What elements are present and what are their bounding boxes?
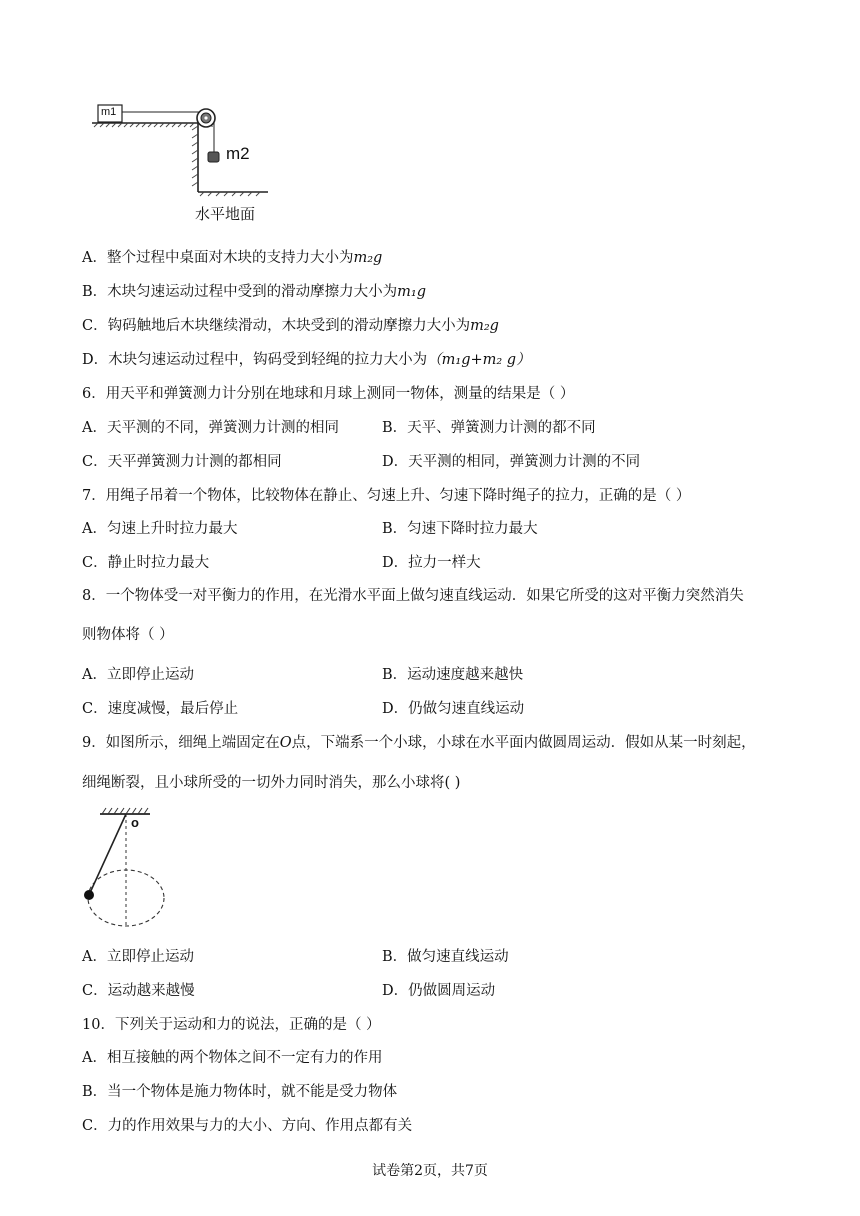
q9-option-a: A．立即停止运动: [82, 949, 194, 965]
q10-stem: 10．下列关于运动和力的说法，正确的是（ ）: [82, 1017, 381, 1033]
q5-option-d-math: （m₁g+m₂ g）: [427, 352, 531, 368]
q6-option-c: C．天平弹簧测力计测的都相同: [82, 454, 282, 470]
q5-option-c-letter: C．: [82, 318, 108, 334]
q5-option-c-text: 钩码触地后木块继续滑动，木块受到的滑动摩擦力大小为: [107, 318, 471, 334]
q8-stem-line2: 则物体将（ ）: [82, 627, 174, 643]
q5-option-b-letter: B．: [82, 284, 108, 300]
q8-option-d: D．仍做匀速直线运动: [382, 701, 525, 717]
q9-point-o: O: [279, 735, 292, 751]
q5-option-a-letter: A．: [82, 250, 107, 266]
q5-option-b-text: 木块匀速运动过程中受到的滑动摩擦力大小为: [107, 284, 398, 300]
q10-option-b: B．当一个物体是施力物体时，就不能是受力物体: [82, 1084, 398, 1100]
q5-option-a-math: m₂g: [353, 250, 383, 266]
q5-option-b-math: m₁g: [397, 284, 427, 300]
q9-stem-part2: 点，下端系一个小球，小球在水平面内做圆周运动．假如从某一时刻起，: [291, 735, 756, 751]
q7-option-a: A．匀速上升时拉力最大: [82, 521, 238, 537]
q5-option-c-math: m₂g: [470, 318, 499, 334]
pendulum-point-o-label: o: [131, 815, 139, 830]
q9-option-c: C．运动越来越慢: [82, 983, 195, 999]
q9-option-d: D．仍做圆周运动: [382, 983, 496, 999]
q10-option-c: C．力的作用效果与力的大小、方向、作用点都有关: [82, 1118, 413, 1134]
block-m1-label: m1: [101, 106, 117, 118]
q8-option-a: A．立即停止运动: [82, 667, 194, 683]
q5-option-d: [82, 350, 531, 370]
q5-option-b: [82, 282, 426, 302]
q5-option-a-text: 整个过程中桌面对木块的支持力大小为: [106, 250, 354, 266]
q7-option-c: C．静止时拉力最大: [82, 555, 210, 571]
q9-stem-line1: [82, 733, 756, 753]
weight-m2-label: m2: [226, 144, 250, 163]
q6-option-a: A．天平测的不同，弹簧测力计测的相同: [82, 420, 339, 436]
page-footer: 试卷第2页，共7页: [372, 1163, 488, 1179]
q9-stem-part1: 9．如图所示，细绳上端固定在: [82, 735, 280, 751]
q6-option-b: B．天平、弹簧测力计测的都不同: [382, 420, 596, 436]
q7-stem: 7．用绳子吊着一个物体，比较物体在静止、匀速上升、匀速下降时绳子的拉力，正确的是（ ）: [82, 488, 691, 504]
q7-option-b: B．匀速下降时拉力最大: [382, 521, 538, 537]
q5-option-c: [82, 316, 499, 336]
q7-option-d: D．拉力一样大: [382, 555, 481, 571]
q9-option-b: B．做匀速直线运动: [382, 949, 509, 965]
q5-option-d-text: 木块匀速运动过程中，钩码受到轻绳的拉力大小为: [108, 352, 428, 368]
q5-option-d-letter: D．: [82, 352, 109, 368]
q8-option-c: C．速度减慢，最后停止: [82, 701, 239, 717]
q9-stem-line2: 细绳断裂，且小球所受的一切外力同时消失，那么小球将( ): [82, 775, 461, 791]
ground-label: 水平地面: [195, 205, 256, 223]
q6-option-d: D．天平测的相同，弹簧测力计测的不同: [382, 454, 641, 470]
q8-option-b: B．运动速度越来越快: [382, 667, 524, 683]
q6-stem: 6．用天平和弹簧测力计分别在地球和月球上测同一物体，测量的结果是（ ）: [82, 386, 575, 402]
q8-stem-line1: 8．一个物体受一对平衡力的作用，在光滑水平面上做匀速直线运动．如果它所受的这对平衡力突然消失: [82, 588, 744, 604]
q10-option-a: A．相互接触的两个物体之间不一定有力的作用: [82, 1050, 383, 1066]
q5-option-a: [82, 248, 382, 268]
